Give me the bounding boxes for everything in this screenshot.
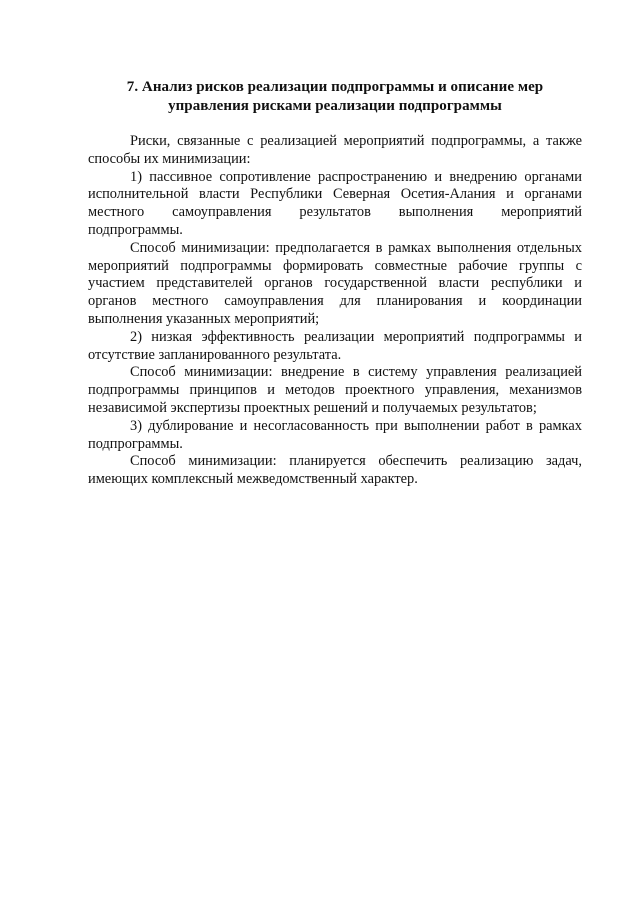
section-heading-line-2: управления рисками реализации подпрограммы (168, 98, 502, 114)
paragraph-risk-1: 1) пассивное сопротивление распространению и внедрению органами исполнительной власти Республики Северная Осетия-Алания и органами местного самоуправления результатов выполнения мероприятий подпрограммы. (88, 168, 582, 238)
paragraph-intro: Риски, связанные с реализацией мероприятий подпрограммы, а также способы их минимизации: (88, 133, 582, 167)
section-body (88, 133, 582, 489)
section-heading-line-1: 7. Анализ рисков реализации подпрограммы и описание мер (126, 79, 544, 95)
section-heading (88, 78, 582, 116)
paragraph-risk-2: 2) низкая эффективность реализации мероприятий подпрограммы и отсутствие запланированного результата. (88, 328, 582, 363)
paragraph-risk-3: 3) дублирование и несогласованность при выполнении работ в рамках подпрограммы. (88, 417, 582, 452)
paragraph-mitigation-3: Способ минимизации: планируется обеспечить реализацию задач, имеющих комплексный межведомственный характер. (88, 453, 582, 488)
paragraph-mitigation-2: Способ минимизации: внедрение в систему управления реализацией подпрограммы принципов и методов проектного управления, механизмов независимой экспертизы проектных решений и получаемых результатов; (88, 364, 582, 416)
paragraph-mitigation-1: Способ минимизации: предполагается в рамках выполнения отдельных мероприятий подпрограммы формировать совместные рабочие группы с участием представителей органов государственной власти республики и органов местного самоуправления для планирования и координации выполнения указанных мероприятий; (88, 239, 582, 327)
